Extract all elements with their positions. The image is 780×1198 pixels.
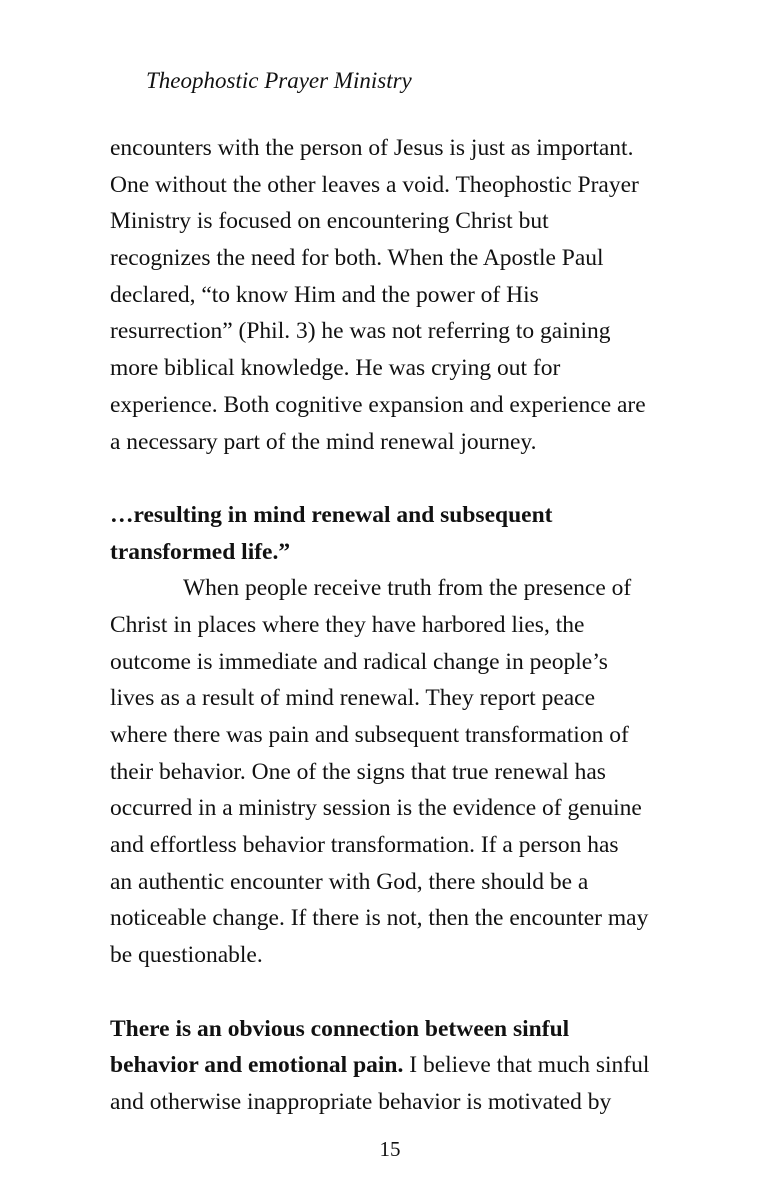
- bold-lead-phrase: behavior and emotional pain.: [110, 1052, 404, 1079]
- bold-lead-line: There is an obvious connection between sinful: [110, 1015, 570, 1042]
- paragraph-3: [110, 1011, 710, 1121]
- text-line: a necessary part of the mind renewal journey.: [110, 428, 537, 455]
- text-line: encounters with the person of Jesus is just as important.: [110, 135, 634, 161]
- text-line: where there was pain and subsequent transformation of: [110, 722, 629, 748]
- mixed-line: [110, 1047, 710, 1084]
- text-line: Ministry is focused on encountering Christ but: [110, 208, 549, 235]
- text-line: recognizes the need for both. When the Apostle Paul: [110, 245, 604, 272]
- heading-line: …resulting in mind renewal and subsequent: [110, 501, 553, 528]
- text-line: and otherwise inappropriate behavior is motivated by: [110, 1088, 612, 1115]
- paragraph-2: [110, 570, 710, 974]
- text-line: When people receive truth from the presence of: [183, 575, 632, 602]
- text-line: be questionable.: [110, 942, 263, 969]
- text-line: noticeable change. If there is not, then the encounter may: [110, 905, 649, 932]
- page-number: 15: [379, 1137, 401, 1161]
- text-line: and effortless behavior transformation. If a person has: [110, 832, 619, 859]
- paragraph-spacer: [110, 974, 710, 1011]
- body-text: [110, 130, 710, 1121]
- text-line: their behavior. One of the signs that true renewal has: [110, 758, 606, 785]
- text-line: declared, “to know Him and the power of His: [110, 281, 539, 308]
- text-run: I believe that much sinful: [403, 1052, 650, 1079]
- text-line: more biblical knowledge. He was crying out for: [110, 355, 561, 382]
- text-line: occurred in a ministry session is the evidence of genuine: [110, 795, 642, 822]
- text-line: lives as a result of mind renewal. They report peace: [110, 685, 596, 712]
- paragraph-spacer: [110, 460, 710, 497]
- text-line: Christ in places where they have harbored lies, the: [110, 611, 585, 638]
- text-line: an authentic encounter with God, there should be a: [110, 868, 589, 895]
- text-line: One without the other leaves a void. Theophostic Prayer: [110, 171, 639, 198]
- text-line: experience. Both cognitive expansion and experience are: [110, 391, 646, 418]
- running-header: Theophostic Prayer Ministry: [146, 68, 412, 93]
- section-heading: [110, 497, 710, 570]
- heading-line: transformed life.”: [110, 538, 291, 565]
- text-line: outcome is immediate and radical change in people’s: [110, 648, 608, 675]
- paragraph-1: [110, 130, 710, 460]
- text-line: resurrection” (Phil. 3) he was not referring to gaining: [110, 318, 611, 345]
